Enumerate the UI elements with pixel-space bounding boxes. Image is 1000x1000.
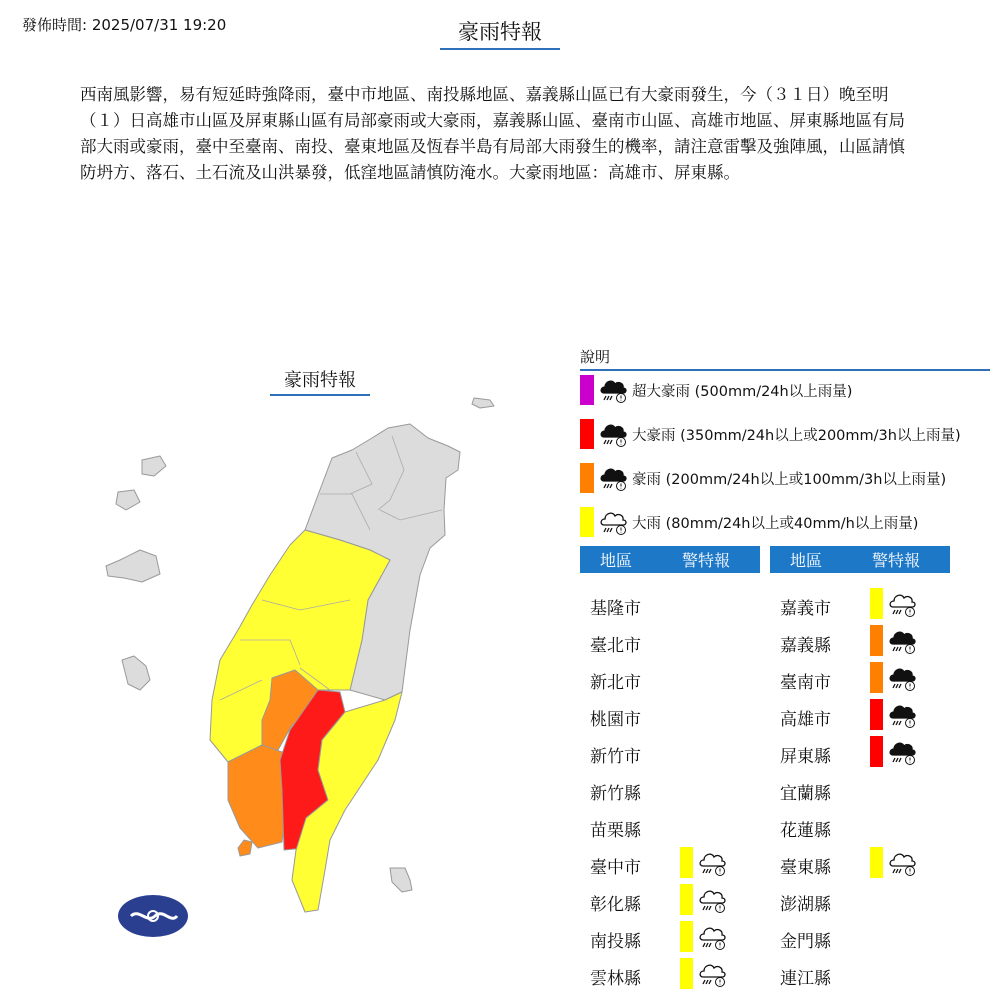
warning-swatch bbox=[870, 699, 883, 730]
table-row bbox=[580, 958, 770, 990]
warning-icon-wrap bbox=[887, 626, 917, 660]
region-name: 嘉義市 bbox=[780, 599, 831, 619]
legend-swatch bbox=[580, 463, 594, 493]
heavy-rain-cloud-icon bbox=[887, 626, 917, 656]
region-name: 新竹縣 bbox=[590, 784, 641, 804]
region-name: 花蓮縣 bbox=[780, 821, 831, 841]
region-name: 宜蘭縣 bbox=[780, 784, 831, 804]
warning-swatch bbox=[680, 958, 693, 989]
warning-swatch bbox=[680, 847, 693, 878]
legend-swatch bbox=[580, 507, 594, 537]
region-name: 新竹市 bbox=[590, 747, 641, 767]
heavy-rain-cloud-icon bbox=[598, 419, 628, 449]
rain-cloud-icon bbox=[887, 848, 917, 878]
map-island-orchid bbox=[472, 398, 494, 408]
warning-swatch bbox=[680, 921, 693, 952]
heavy-rain-cloud-icon bbox=[887, 700, 917, 730]
map-island-kinmen bbox=[106, 550, 160, 582]
table-row bbox=[580, 588, 770, 620]
region-name: 高雄市 bbox=[780, 710, 831, 730]
warning-icon-wrap bbox=[697, 922, 727, 956]
warning-icon-wrap bbox=[887, 589, 917, 623]
warning-swatch bbox=[870, 662, 883, 693]
region-name: 南投縣 bbox=[590, 932, 641, 952]
col-region: 地區 bbox=[789, 551, 822, 570]
warning-swatch bbox=[870, 847, 883, 878]
map-island-matsu-2 bbox=[116, 490, 140, 510]
heavy-rain-cloud-icon bbox=[887, 737, 917, 767]
region-name: 臺南市 bbox=[780, 673, 831, 693]
map-island-matsu-1 bbox=[142, 456, 166, 476]
region-name: 雲林縣 bbox=[590, 969, 641, 989]
cwa-logo bbox=[117, 894, 189, 938]
warning-swatch bbox=[680, 884, 693, 915]
region-name: 基隆市 bbox=[590, 599, 641, 619]
table-row bbox=[580, 847, 770, 879]
legend-title: 說明 bbox=[580, 346, 990, 371]
legend-item bbox=[580, 419, 961, 449]
table-row bbox=[770, 625, 960, 657]
table-row bbox=[580, 736, 770, 768]
table-row bbox=[770, 921, 960, 953]
warning-icon-wrap bbox=[887, 700, 917, 734]
legend-item bbox=[580, 375, 852, 405]
legend-item bbox=[580, 507, 918, 537]
table-row bbox=[770, 958, 960, 990]
col-region: 地區 bbox=[599, 551, 632, 570]
legend-label: 大雨 (80mm/24h以上或40mm/h以上雨量) bbox=[632, 515, 919, 532]
region-name: 嘉義縣 bbox=[780, 636, 831, 656]
page-title: 豪雨特報 bbox=[440, 16, 560, 50]
table-row bbox=[770, 847, 960, 879]
legend-swatch bbox=[580, 419, 594, 449]
table-row bbox=[580, 662, 770, 694]
region-name: 屏東縣 bbox=[780, 747, 831, 767]
legend-label: 豪雨 (200mm/24h以上或100mm/3h以上雨量) bbox=[632, 471, 947, 488]
taiwan-warning-map bbox=[100, 390, 520, 920]
table-row bbox=[770, 736, 960, 768]
region-name: 臺中市 bbox=[590, 858, 641, 878]
table-row bbox=[580, 810, 770, 842]
heavy-rain-cloud-icon bbox=[598, 463, 628, 493]
region-name: 連江縣 bbox=[780, 969, 831, 989]
col-warning: 警特報 bbox=[681, 551, 730, 570]
rain-cloud-icon bbox=[598, 507, 628, 537]
table-row bbox=[770, 588, 960, 620]
legend-label: 超大豪雨 (500mm/24h以上雨量) bbox=[632, 383, 853, 400]
warning-icon-wrap bbox=[697, 885, 727, 919]
warning-icon-wrap bbox=[697, 848, 727, 882]
warning-description: 西南風影響，易有短延時強降雨，臺中市地區、南投縣地區、嘉義縣山區已有大豪雨發生，今（３１日）晚至明（１）日高雄市山區及屏東縣山區有局部豪雨或大豪雨，嘉義縣山區、臺南市山區、高雄市地區、屏東縣地區有局部大雨或豪雨，臺中至臺南、南投、臺東地區及恆春半島有局部大雨發生的機率，請注意雷擊及強陣風，山區請慎防坍方、落石、土石流及山洪暴發，低窪地區請慎防淹水。大豪雨地區：高雄市、屏東縣。 bbox=[80, 85, 905, 182]
region-name: 澎湖縣 bbox=[780, 895, 831, 915]
rain-cloud-icon bbox=[697, 959, 727, 989]
region-name: 新北市 bbox=[590, 673, 641, 693]
table-row bbox=[580, 625, 770, 657]
table-row bbox=[580, 884, 770, 916]
warning-icon-wrap bbox=[697, 959, 727, 993]
table-row bbox=[770, 662, 960, 694]
rain-cloud-icon bbox=[697, 848, 727, 878]
legend-swatch bbox=[580, 375, 594, 405]
legend-label: 大豪雨 (350mm/24h以上或200mm/3h以上雨量) bbox=[632, 427, 961, 444]
rain-cloud-icon bbox=[697, 885, 727, 915]
warning-icon-wrap bbox=[887, 663, 917, 697]
issue-time: 發佈時間: 2025/07/31 19:20 bbox=[22, 16, 227, 34]
warning-icon-wrap bbox=[887, 848, 917, 882]
map-island-green bbox=[390, 868, 412, 892]
table-header-right bbox=[770, 546, 950, 573]
table-row bbox=[580, 699, 770, 731]
table-row bbox=[770, 810, 960, 842]
table-row bbox=[770, 699, 960, 731]
warning-icon-wrap bbox=[887, 737, 917, 771]
heavy-rain-cloud-icon bbox=[598, 375, 628, 405]
map-region-southwest-orange bbox=[228, 745, 288, 848]
map-title: 豪雨特報 bbox=[270, 366, 370, 396]
warning-swatch bbox=[870, 588, 883, 619]
table-row bbox=[770, 884, 960, 916]
legend-item bbox=[580, 463, 946, 493]
table-row bbox=[580, 773, 770, 805]
table-header-left bbox=[580, 546, 760, 573]
warning-swatch bbox=[870, 625, 883, 656]
region-name: 金門縣 bbox=[780, 932, 831, 952]
map-island-liuqiu bbox=[238, 840, 252, 856]
warning-swatch bbox=[870, 736, 883, 767]
region-name: 苗栗縣 bbox=[590, 821, 641, 841]
rain-cloud-icon bbox=[697, 922, 727, 952]
region-name: 臺北市 bbox=[590, 636, 641, 656]
region-name: 臺東縣 bbox=[780, 858, 831, 878]
rain-cloud-icon bbox=[887, 589, 917, 619]
col-warning: 警特報 bbox=[871, 551, 920, 570]
heavy-rain-cloud-icon bbox=[887, 663, 917, 693]
region-name: 桃園市 bbox=[590, 710, 641, 730]
region-name: 彰化縣 bbox=[590, 895, 641, 915]
table-row bbox=[770, 773, 960, 805]
table-row bbox=[580, 921, 770, 953]
map-island-penghu bbox=[122, 656, 150, 690]
